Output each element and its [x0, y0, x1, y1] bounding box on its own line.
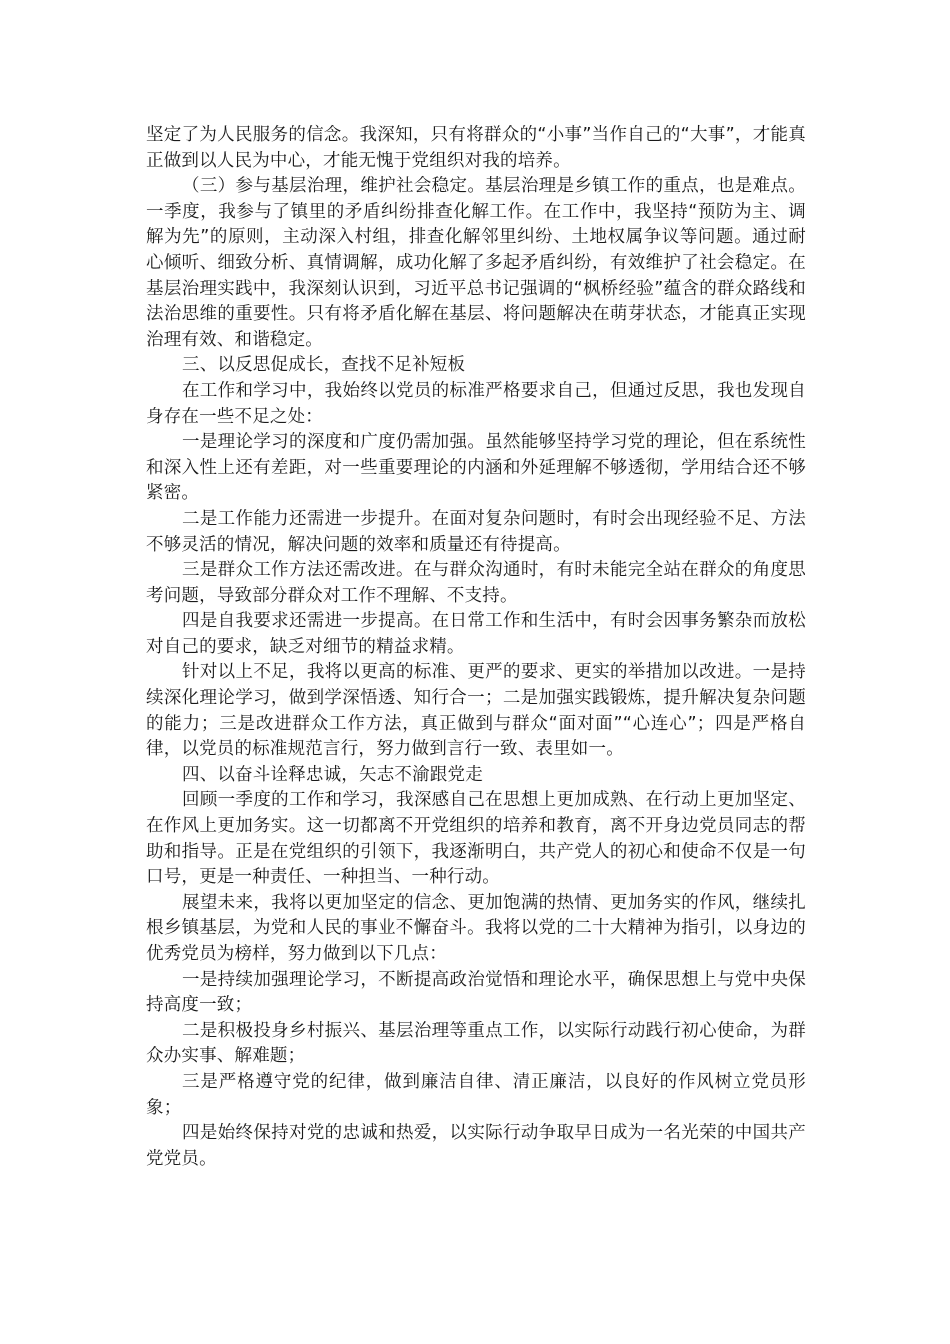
paragraph-14: 二是积极投身乡村振兴、基层治理等重点工作，以实际行动践行初心使命，为群众办实事、解难题；	[146, 1020, 806, 1067]
paragraph-6: 二是工作能力还需进一步提升。在面对复杂问题时，有时会出现经验不足、方法不够灵活的情况，解决问题的效率和质量还有待提高。	[146, 508, 806, 555]
paragraph-7: 三是群众工作方法还需改进。在与群众沟通时，有时未能完全站在群众的角度思考问题，导致部分群众对工作不理解、不支持。	[146, 560, 806, 606]
paragraph-5: 一是理论学习的深度和广度仍需加强。虽然能够坚持学习党的理论，但在系统性和深入性上还有差距，对一些重要理论的内涵和外延理解不够透彻，学用结合还不够紧密。	[146, 432, 806, 504]
paragraph-4: 在工作和学习中，我始终以党员的标准严格要求自己，但通过反思，我也发现自身存在一些不足之处：	[146, 380, 806, 427]
paragraph-1: 坚定了为人民服务的信念。我深知，只有将群众的“小事”当作自己的“大事”，才能真正做到以人民为中心，才能无愧于党组织对我的培养。	[146, 125, 806, 171]
paragraph-13: 一是持续加强理论学习，不断提高政治觉悟和理论水平，确保思想上与党中央保持高度一致；	[146, 969, 806, 1016]
paragraph-11: 回顾一季度的工作和学习，我深感自己在思想上更加成熟、在行动上更加坚定、在作风上更加务实。这一切都离不开党组织的培养和教育，离不开身边党员同志的帮助和指导。正是在党组织的引领下，我逐渐明白，共产党人的初心和使命不仅是一句口号，更是一种责任、一种担当、一种行动。	[146, 790, 806, 888]
paragraph-12: 展望未来，我将以更加坚定的信念、更加饱满的热情、更加务实的作风，继续扎根乡镇基层，为党和人民的事业不懈奋斗。我将以党的二十大精神为指引，以身边的优秀党员为榜样，努力做到以下几点：	[146, 892, 806, 964]
document-body	[146, 123, 806, 1172]
paragraph-2: （三）参与基层治理，维护社会稳定。基层治理是乡镇工作的重点，也是难点。一季度，我参与了镇里的矛盾纠纷排查化解工作。在工作中，我坚持“预防为主、调解为先”的原则，主动深入村组，排查化解邻里纠纷、土地权属争议等问题。通过耐心倾听、细致分析、真情调解，成功化解了多起矛盾纠纷，有效维护了社会稳定。在基层治理实践中，我深刻认识到，习近平总书记强调的“枫桥经验”蕴含的群众路线和法治思维的重要性。只有将矛盾化解在基层、将问题解决在萌芽状态，才能真正实现治理有效、和谐稳定。	[146, 176, 806, 350]
paragraph-9: 针对以上不足，我将以更高的标准、更严的要求、更实的举措加以改进。一是持续深化理论学习，做到学深悟透、知行合一；二是加强实践锻炼，提升解决复杂问题的能力；三是改进群众工作方法，真正做到与群众“面对面”“心连心”；四是严格自律，以党员的标准规范言行，努力做到言行一致、表里如一。	[146, 662, 806, 760]
paragraph-8: 四是自我要求还需进一步提高。在日常工作和生活中，有时会因事务繁杂而放松对自己的要求，缺乏对细节的精益求精。	[146, 611, 806, 657]
section-heading-3: 三、以反思促成长，查找不足补短板	[182, 355, 466, 376]
paragraph-15: 三是严格遵守党的纪律，做到廉洁自律、清正廉洁，以良好的作风树立党员形象；	[146, 1071, 806, 1118]
section-heading-4: 四、以奋斗诠释忠诚，矢志不渝跟党走	[182, 764, 483, 785]
paragraph-16: 四是始终保持对党的忠诚和热爱，以实际行动争取早日成为一名光荣的中国共产党党员。	[146, 1123, 806, 1169]
